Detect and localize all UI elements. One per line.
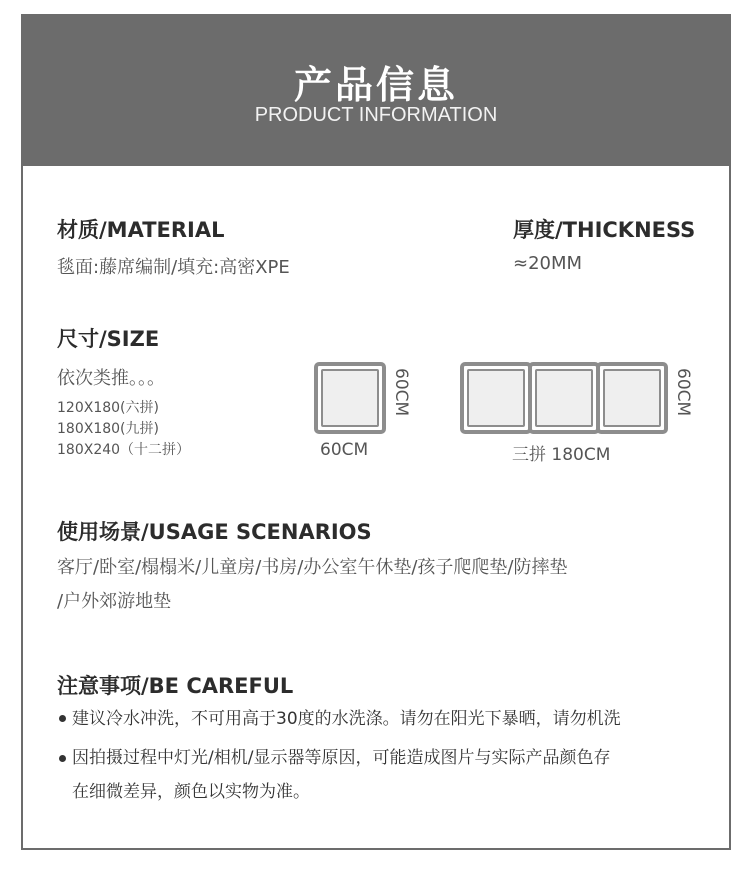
usage-text-line2: /户外郊游地垫 — [57, 591, 172, 612]
care-item — [72, 741, 702, 809]
thickness-heading: 厚度/THICKNESS — [513, 218, 696, 242]
usage-text-line1: 客厅/卧室/榻榻米/儿童房/书房/办公室午休垫/孩子爬爬垫/防摔垫 — [57, 557, 568, 578]
bullet-dot — [59, 715, 66, 722]
size-heading: 尺寸/SIZE — [57, 327, 160, 351]
triple-tile-2 — [528, 362, 600, 434]
care-item — [72, 702, 702, 736]
size-option: 120X180(六拼) — [57, 400, 159, 416]
single-tile-diagram — [314, 362, 386, 434]
single-height-label: 60CM — [391, 368, 411, 417]
triple-height-label: 60CM — [673, 368, 693, 417]
bullet-dot — [59, 755, 66, 762]
triple-tile-1 — [460, 362, 532, 434]
material-heading: 材质/MATERIAL — [57, 218, 225, 242]
careful-heading: 注意事项/BE CAREFUL — [57, 674, 294, 698]
care-item-line: 建议冷水冲洗，不可用高于30度的水洗涤。请勿在阳光下暴晒，请勿机洗 — [72, 709, 621, 729]
size-intro: 依次类推。。。 — [57, 368, 165, 389]
tile-inner — [603, 369, 661, 427]
tile-inner — [467, 369, 525, 427]
size-option: 180X240（十二拼） — [57, 442, 191, 458]
page-title: 产品信息 — [293, 63, 458, 107]
triple-tile-3 — [596, 362, 668, 434]
usage-heading: 使用场景/USAGE SCENARIOS — [57, 520, 372, 544]
tile-inner — [535, 369, 593, 427]
triple-width-label: 三拼 180CM — [512, 445, 611, 465]
size-option: 180X180(九拼) — [57, 421, 159, 437]
care-item-line: 因拍摄过程中灯光/相机/显示器等原因，可能造成图片与实际产品颜色存 — [72, 748, 611, 768]
tile-inner — [321, 369, 379, 427]
care-item-line: 在细微差异，颜色以实物为准。 — [72, 782, 310, 802]
material-text: 毯面:藤席编制/填充:高密XPE — [57, 257, 290, 278]
single-width-label: 60CM — [320, 440, 369, 460]
page-subtitle: PRODUCT INFORMATION — [254, 104, 498, 126]
header-banner — [23, 16, 729, 166]
thickness-text: ≈20MM — [513, 253, 583, 274]
